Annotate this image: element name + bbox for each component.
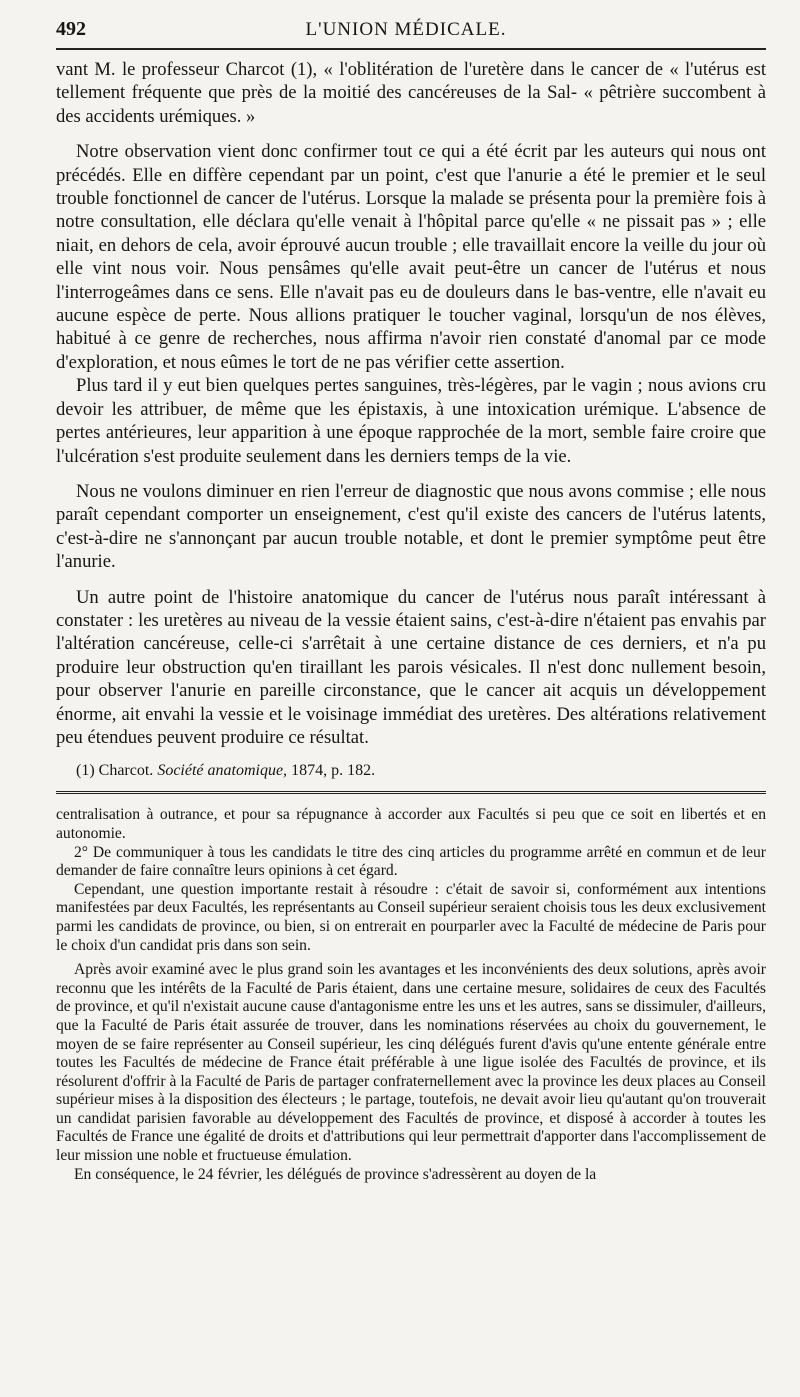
feuilleton-paragraph-5: En conséquence, le 24 février, les délégués de province s'adressèrent au doyen de la (74, 1165, 597, 1183)
article-body (56, 58, 766, 749)
feuilleton-paragraph-2: 2° De communiquer à tous les candidats le titre des cinq articles du programme arrêté en commun et de leur demander de faire connaître leurs opinions à cet égard. (56, 843, 766, 880)
page-header (56, 18, 766, 50)
footnote-ref: 1874, p. 182. (291, 762, 376, 780)
article-paragraph-1: vant M. le professeur Charcot (1), « l'oblitération de l'uretère dans le cancer de « l'utérus est tellement fréquente que près de la moitié des cancéreuses de la Sal- « pêtrière succombent à des accidents urémiques. » (56, 59, 766, 127)
footnote-source: Société anatomique, (157, 762, 288, 780)
feuilleton-paragraph-1: centralisation à outrance, et pour sa répugnance à accorder aux Facultés si peu que ce soit en libertés et en autonomie. (56, 806, 766, 842)
feuilleton-separator (56, 791, 766, 794)
article-paragraph-4: Nous ne voulons diminuer en rien l'erreur de diagnostic que nous avons commise ; elle nous paraît cependant comporter un enseignement, c'est qu'il existe des cancers de l'utérus latents, c'est-à-dire ne s'annonçant par aucun trouble notable, et dont le premier symptôme peut être l'anurie. (56, 480, 766, 573)
feuilleton-body (56, 806, 766, 1184)
feuilleton-paragraph-3: Cependant, une question importante restait à résoudre : c'était de savoir si, conformément aux intentions manifestées par deux Facultés, les représentants au Conseil supérieur seraient choisis tous les deux exclusivement parmi les candidats de province, ou bien, si on entrerait en pourparler avec la Faculté de médecine de Paris pour le choix d'un candidat pris dans son sein. (56, 880, 766, 954)
running-title: L'UNION MÉDICALE. (305, 19, 507, 40)
article-paragraph-2: Notre observation vient donc confirmer tout ce qui a été écrit par les auteurs qui nous ont précédés. Elle en diffère cependant par un point, c'est que l'anurie a été le premier et le seul trouble fonctionnel de cancer de l'utérus. Lorsque la malade se présenta pour la première fois à notre consultation, elle déclara qu'elle venait à l'hôpital parce qu'elle « ne pissait pas » ; elle niait, en dehors de cela, avoir éprouvé aucun trouble ; elle travaillait encore la veille du jour où elle vint nous voir. Nous pensâmes qu'elle avait peut-être un cancer de l'utérus et nous l'interrogeâmes dans ce sens. Elle n'avait pas eu de douleurs dans le bas-ventre, elle n'avait eu aucune espèce de perte. Nous allions pratiquer le toucher vaginal, lorsqu'un de nos élèves, habitué à ce genre de recherches, nous affirma n'avoir rien constaté d'anomal par ce mode d'exploration, et nous eûmes le tort de ne pas vérifier cette assertion. (56, 141, 766, 373)
page-number: 492 (56, 18, 86, 40)
footnote (56, 761, 766, 781)
footnote-marker: (1) Charcot. (76, 762, 154, 780)
article-paragraph-3: Plus tard il y eut bien quelques pertes sanguines, très-légères, par le vagin ; nous avions cru devoir les attribuer, de même que les épistaxis, à une intoxication urémique. L'absence de pertes antérieures, leur apparition à une époque rapprochée de la mort, semble faire croire que l'ulcération s'est produite seulement dans les derniers temps de la vie. (56, 375, 766, 467)
feuilleton-paragraph-4: Après avoir examiné avec le plus grand soin les avantages et les inconvénients des deux solutions, après avoir reconnu que les intérêts de la Faculté de Paris étaient, dans une certaine mesure, solidaires de ceux des Facultés de province, et qu'il n'existait aucune cause d'antagonisme entre les uns et les autres, sans se dissimuler, d'ailleurs, que la Faculté de Paris était assurée de trouver, dans les nominations réservées au choix du gouvernement, le moyen de se faire représenter au Conseil supérieur, les cinq délégués furent d'avis qu'une entente générale entre toutes les Facultés de médecine de France était préférable à une ligue isolée des Facultés de province, et ils résolurent d'offrir à la Faculté de Paris de partager confraternellement avec la province les deux places au Conseil supérieur mises à la disposition des électeurs ; le partage, toutefois, ne devait avoir lieu qu'autant qu'on trouverait un candidat parisien favorable au développement des Facultés de province, et disposé à accorder à toutes les Facultés de France une égalité de droits et d'attributions qui leur permettrait d'apporter dans l'accomplissement de leur mission une noble et fructueuse émulation. (56, 961, 766, 1165)
article-paragraph-5: Un autre point de l'histoire anatomique du cancer de l'utérus nous paraît intéressant à constater : les uretères au niveau de la vessie étaient sains, c'est-à-dire n'étaient pas envahis par l'altération cancéreuse, celle-ci s'arrêtait à une certaine distance de ces derniers, et n'a pu produire leur obstruction qu'en tiraillant les parois vésicales. Il n'est donc nullement besoin, pour observer l'anurie en pareille circonstance, que le cancer ait acquis un développement énorme, ait envahi la vessie et le voisinage immédiat des uretères. Des altérations relativement peu étendues peuvent produire ce résultat. (56, 586, 766, 748)
